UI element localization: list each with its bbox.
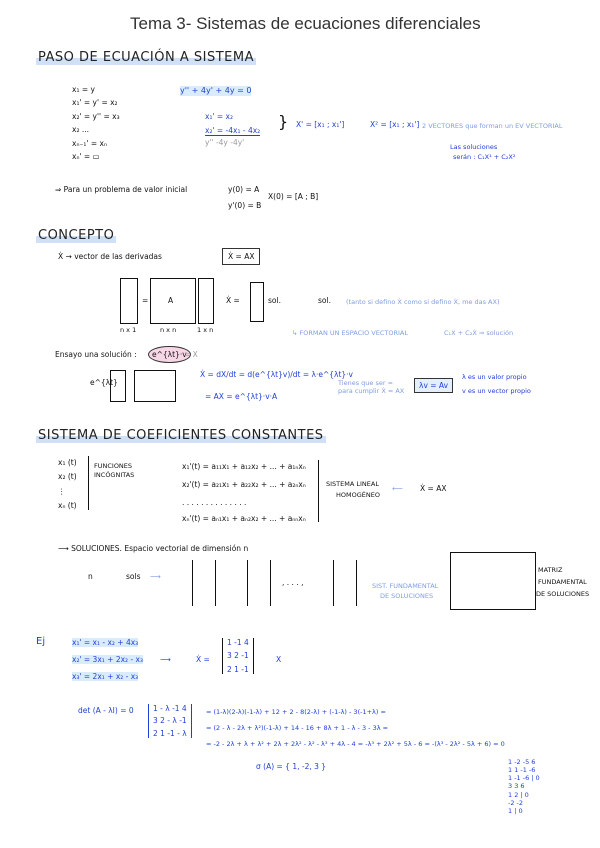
solution-vector [250,282,264,322]
unknown: x₂ (t) [58,472,77,482]
solutions-heading: ⟶ SOLUCIONES. Espacio vectorial de dimensión n [58,544,249,553]
var-line: x₁ = y [72,85,95,94]
var-line: x₁' = y' = x₂ [72,98,118,108]
vector-exp-v [134,370,176,402]
det-equation: det (A - λI) = 0 [78,706,134,715]
section-heading-concepto: CONCEPTO [38,228,115,243]
ruffini-row: 3 3 6 [508,782,525,791]
det-matrix [148,704,192,738]
dim-label: 1 x n [197,326,214,334]
xax-boxed: Ẋ = AX [222,248,260,265]
system-eq-1: x₁' = x₂ [205,112,234,121]
xdot-definition: Ẋ → vector de las derivadas [58,252,162,261]
solution-vector-n [333,560,357,606]
system-eq-1: x₁'(t) = a₁₁x₁ + a₁₂x₂ + ... + a₁ₙxₙ [182,462,306,471]
unknown: xₙ (t) [58,501,77,511]
matrix-row: 3 2 -1 [227,651,249,661]
arrow-icon: ⟶ [58,544,72,553]
ode-equation: y'' + 4y' + 4y = 0 [180,86,252,95]
note-combination: C₁X + C₂Ẋ ⇒ solución [444,329,514,337]
ruffini-row: -2 -2 [508,798,524,807]
note-any-x: (tanto si defino Ẋ como si defino Ẋ, me das AX) [346,298,500,306]
note-must-equal: Tienes que ser = para cumplir Ẋ = AX [338,379,405,396]
example-matrix [222,638,254,674]
ruffini-table [508,758,540,815]
unknowns-list [58,458,77,511]
unknown: x₁ (t) [58,458,77,467]
var-line: xₙ' = ▭ [72,151,100,161]
derivation-line-1: Ẋ = dX/dt = d(e^{λt}v)/dt = λ·e^{λt}·v [200,370,353,379]
trial-solution-eq: = X [184,350,198,359]
trial-solution: e^{λt}·v [148,346,191,363]
note-two-vectors: 2 VECTORES que forman un EV VECTORIAL [422,122,563,130]
derivation-line-2: = AX = e^{λt}·v·A [205,392,278,401]
det-row: 3 2 - λ -1 [153,716,187,726]
n-label: n [88,572,93,581]
calc-line-2: = (2 - λ - 2λ + λ²)(-1-λ) + 14 - 16 + 8λ + 1 - λ - 3 - 3λ = [206,724,389,732]
vector-v [110,370,126,402]
fundamental-matrix [450,552,536,610]
note-solutions: Las soluciones [450,143,498,151]
page-title: Tema 3- Sistemas de ecuaciones diferenciales [130,14,481,33]
solution-vector-2 [247,560,271,606]
dim-label: n x n [160,326,177,334]
vector-x2: X² = [x₁ ; x₁'] [370,120,420,129]
sol-label: sol. [268,296,281,305]
example-eq-2: x₂' = 3x₁ + 2x₂ - x₃ [72,655,143,664]
var-line: x₂' = y'' = x₃ [72,111,120,121]
arrow-icon: ⇒ [55,185,64,194]
label-homogeneo: HOMOGÉNEO [336,491,380,499]
system-eq-2: x₂' = -4x₁ - 4x₂ [205,126,261,135]
xax-equation: Ẋ = AX [420,484,447,493]
eigenvector-note: v es un vector propio [462,387,531,395]
system-eq-2-note: y'' -4y -4y' [205,138,245,147]
equals-sign: = [142,296,149,305]
ruffini-row: 1 1 -1 -6 [508,766,536,775]
dim-label: n x 1 [120,326,137,334]
unknown: ⋮ [58,486,66,496]
section-heading-coeficientes: SISTEMA DE COEFICIENTES CONSTANTES [38,428,324,443]
column-vector-x [198,278,214,324]
label-de-soluciones: DE SOLUCIONES [536,590,590,598]
solution-vector-1 [192,560,216,606]
variable-list [72,85,120,161]
dots: , . . . , [282,578,304,587]
section-heading-paso: PASO DE ECUACIÓN A SISTEMA [38,50,254,65]
ruffini-row: 1 | 0 [508,806,523,815]
label-fundamental: FUNDAMENTAL [538,578,587,586]
brace-line [318,460,319,522]
brace-line [88,456,89,510]
note-vector-space: ↳ FORMAN UN ESPACIO VECTORIAL [292,329,408,337]
pvi-cond-1: y(0) = A [228,185,260,194]
sol-label-2: sol. [318,296,331,305]
spectrum: σ (A) = { 1, -2, 3 } [256,762,327,771]
exp-factor: e^{λt} [90,378,118,387]
example-x: X [276,655,282,664]
sist-fundamental-1: SIST. FUNDAMENTAL [372,582,439,590]
label-incognitas: INCÓGNITAS [94,471,135,479]
det-row: 1 - λ -1 4 [153,704,187,713]
sist-fundamental-2: DE SOLUCIONES [380,592,434,600]
system-eq-dots: . . . . . . . . . . . . . . [182,498,247,507]
arrow-icon: ⟶ [160,655,171,664]
arrow-icon: ⟵ [392,484,403,493]
label-sistema-lineal: SISTEMA LINEAL [326,480,379,488]
example-eq-1: x₁' = x₁ - x₂ + 4x₃ [72,638,139,647]
var-line: xₙ₋₁' = xₙ [72,138,107,148]
sols-label: sols [126,572,141,581]
eigen-equation: λv = Av [414,378,453,393]
system-eq-n: xₙ'(t) = aₙ₁x₁ + aₙ₂x₂ + ... + aₙₙxₙ [182,514,306,523]
calc-line-3: = -2 - 2λ + λ + λ² + 2λ + 2λ² - λ² - λ³ + 4λ - 4 = -λ³ + 2λ² + 5λ - 6 = -(λ³ - 2λ² - 5λ + 6) = 0 [206,740,505,748]
brace-icon: } [278,112,289,131]
vector-x1: X' = [x₁ ; x₁'] [296,120,345,129]
pvi-cond-2: y'(0) = B [228,201,262,210]
arrow-icon: ⟶ [150,572,161,581]
ruffini-row: 1 2 | 0 [508,790,529,799]
matrix-row: 1 -1 4 [227,638,249,647]
matrix-row: 2 1 -1 [227,664,249,674]
det-row: 2 1 -1 - λ [153,728,187,738]
matrix-a-label: A [168,296,174,305]
column-vector-xdot [120,278,138,324]
calc-line-1: = (1-λ)(2-λ)(-1-λ) + 12 + 2 - 8(2-λ) + (-1-λ) - 3(-1+λ) = [206,708,386,716]
label-matriz: MATRIZ [538,566,563,574]
pvi-text: ⇒ Para un problema de valor inicial [55,185,188,194]
system-eq-2: x₂'(t) = a₂₁x₁ + a₂₂x₂ + ... + a₂ₙxₙ [182,480,306,489]
arrow-icon: ↳ [292,329,300,337]
example-eq-3: x₃' = 2x₁ + x₂ - x₃ [72,672,139,681]
eigenvalue-note: λ es un valor propio [462,373,527,381]
pvi-vector: X(0) = [A ; B] [268,192,319,201]
xsol-label: Ẋ = [226,296,240,305]
note-solutions-2: serán : C₁X¹ + C₂X² [453,153,516,161]
ruffini-row: 1 -1 -6 | 0 [508,774,540,783]
label-funciones: FUNCIONES [94,462,133,470]
example-xdot: Ẋ = [196,655,210,664]
trial-solution-label: Ensayo una solución : [55,350,137,359]
example-tag: Ej [36,636,46,647]
ruffini-row: 1 -2 -5 6 [508,758,536,766]
var-line: x₂ ... [72,125,89,135]
